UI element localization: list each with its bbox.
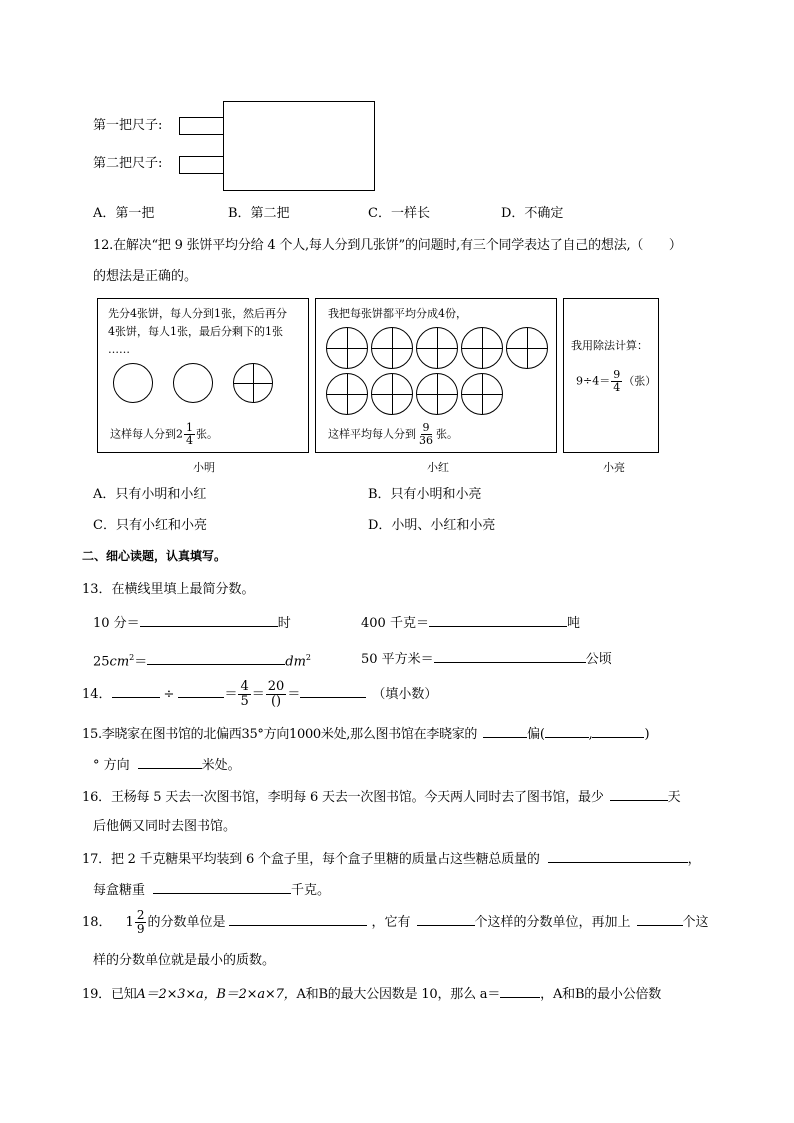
q18-blank-unit[interactable] (229, 911, 367, 926)
ruler2-bar (179, 156, 224, 174)
q19-line1: 19．已知A＝2×3×a，B＝2×a×7，A和B的最大公因数是 10，那么 a＝ ，A和B的最小公倍数 (82, 983, 661, 1005)
q18-line2: 样的分数单位就是最小的质数。 (93, 953, 276, 968)
q12-line1: 12.在解决“把 9 张饼平均分给 4 个人,每人分到几张饼”的问题时,有三个同学表达了自己的想法,（ ） (93, 238, 682, 253)
q17-blank-weight[interactable] (153, 879, 291, 894)
q18-blank-count[interactable] (417, 911, 475, 926)
ruler2-label: 第二把尺子: (93, 156, 163, 171)
xm-cake-2 (173, 363, 213, 403)
xm-text1: 先分4张饼，每人分到1张，然后再分 (108, 307, 287, 320)
q15-blank-angle2[interactable] (592, 723, 644, 738)
q13-c: $25cm^2= dm^2$ (93, 648, 311, 672)
ruler1-bar (179, 117, 224, 135)
q13-a: 10 分＝ 时 (93, 612, 291, 634)
q18-blank-add[interactable] (637, 911, 683, 926)
q12-option-a[interactable]: A．只有小明和小红 (93, 487, 207, 502)
xh-cake-9 (461, 373, 503, 415)
xl-expr: 9÷4＝ $\frac{9}{4}$ （张） (576, 368, 657, 394)
xh-cake-3 (416, 327, 458, 369)
xh-cake-8 (416, 373, 458, 415)
q13-d: 50 平方米＝ 公顷 (361, 648, 612, 670)
name-xiaohong: 小红 (427, 461, 449, 474)
q17-blank-fraction[interactable] (548, 848, 688, 863)
q13-d-blank[interactable] (434, 648, 586, 663)
xh-cake-2 (371, 327, 413, 369)
ruler-frame (223, 101, 375, 191)
xh-cake-6 (326, 373, 368, 415)
xh-text: 我把每张饼都平均分成4份， (328, 307, 467, 320)
ruler1-label: 第一把尺子: (93, 118, 163, 133)
q15-line2: ° 方向 米处。 (93, 754, 241, 776)
xh-cake-1 (326, 327, 368, 369)
q12-option-d[interactable]: D．小明、小红和小亮 (368, 518, 496, 533)
q11-option-d[interactable]: D．不确定 (501, 206, 564, 221)
q14: 14． ÷ ＝ $\frac{4}{5}$ ＝ $\frac{20}{()}$ ＝ （填小数） (82, 679, 438, 709)
q14-blank-1[interactable] (112, 683, 160, 698)
q16-blank[interactable] (610, 786, 668, 801)
q15-blank-angle[interactable] (545, 723, 589, 738)
q13-b-blank[interactable] (429, 612, 567, 627)
q11-option-b[interactable]: B．第二把 (228, 206, 290, 221)
q17-line1: 17．把 2 千克糖果平均装到 6 个盒子里，每个盒子里糖的质量占这些糖总质量的 ， (82, 848, 700, 870)
q16-line2: 后他俩又同时去图书馆。 (93, 819, 237, 834)
xm-cake-1 (113, 363, 153, 403)
q17-line2: 每盒糖重 千克。 (93, 879, 330, 901)
xm-text3: …… (108, 343, 130, 356)
q13-a-blank[interactable] (140, 612, 278, 627)
q12-option-b[interactable]: B．只有小明和小亮 (368, 487, 482, 502)
q18-line1: 18． 1 $\frac{2}{9}$ 的分数单位是 ，它有 个这样的分数单位，再加上 个这 (82, 908, 709, 936)
q13-b: 400 千克＝ 吨 (361, 612, 580, 634)
xh-cake-4 (461, 327, 503, 369)
xl-text: 我用除法计算： (571, 339, 648, 352)
q12-option-c[interactable]: C．只有小红和小亮 (93, 518, 207, 533)
xh-cake-7 (371, 373, 413, 415)
q16-line1: 16．王杨每 5 天去一次图书馆，李明每 6 天去一次图书馆。今天两人同时去了图书馆，最少 天 (82, 786, 680, 808)
xh-cake-5 (506, 327, 548, 369)
xm-result: 这样每人分到2 $\frac{1}{4}$ 张。 (110, 421, 218, 447)
xm-cake-3-quartered (233, 363, 273, 403)
q13-c-blank[interactable] (147, 650, 285, 665)
q11-option-a[interactable]: A．第一把 (93, 206, 155, 221)
q11-option-c[interactable]: C．一样长 (368, 206, 430, 221)
q15-line1: 15.李晓家在图书馆的北偏西35°方向1000米处,那么图书馆在李晓家的 偏( , ) (82, 723, 649, 745)
name-xiaoming: 小明 (193, 461, 215, 474)
xm-text2: 4张饼，每人1张，最后分剩下的1张 (108, 325, 283, 338)
xh-result: 这样平均每人分到 $\frac{9}{36}$ 张。 (328, 421, 458, 447)
name-xiaoliang: 小亮 (603, 461, 625, 474)
q15-blank-dist[interactable] (138, 754, 202, 769)
q19-blank-a[interactable] (500, 983, 540, 998)
q12-line2: 的想法是正确的。 (93, 269, 198, 284)
q13-title: 13．在横线里填上最简分数。 (82, 582, 255, 597)
q14-blank-2[interactable] (178, 683, 224, 698)
q14-blank-3[interactable] (300, 683, 366, 698)
q15-blank-dir[interactable] (483, 723, 527, 738)
section-2-heading: 二、细心读题，认真填写。 (82, 549, 227, 563)
